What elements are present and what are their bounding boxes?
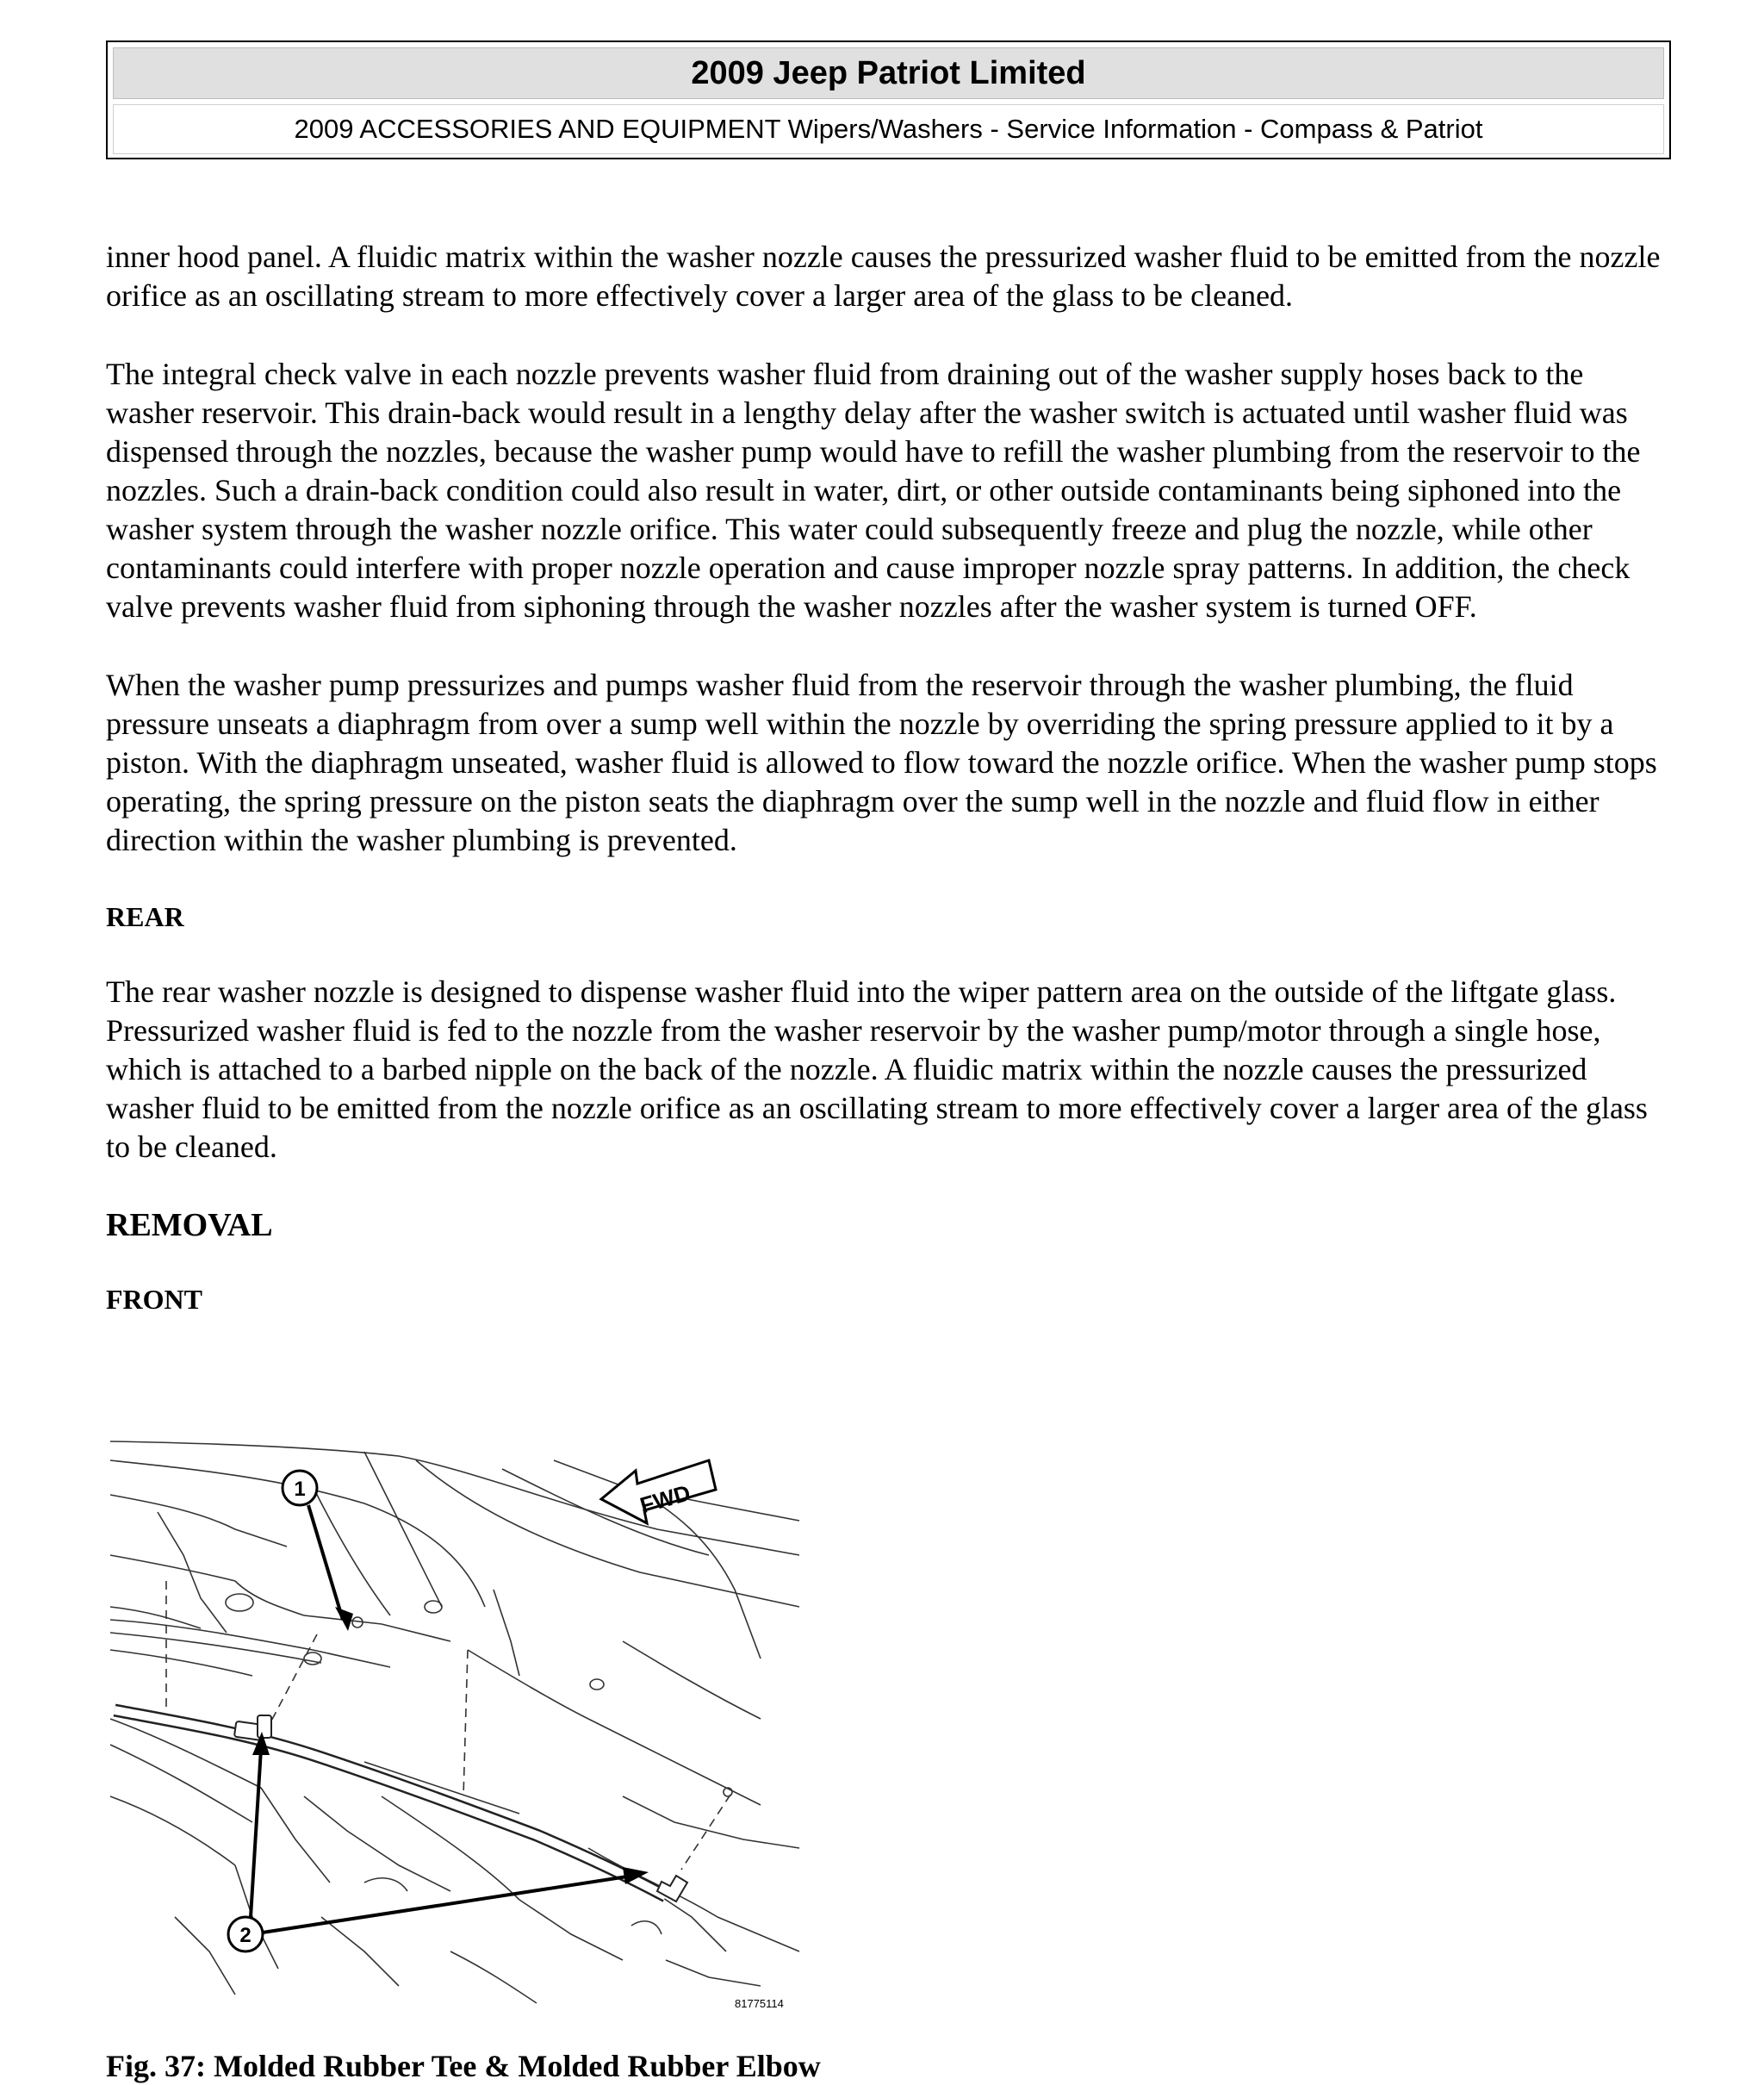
heading-removal: REMOVAL <box>106 1207 273 1243</box>
svg-text:2: 2 <box>239 1924 252 1947</box>
paragraph-pump-operation: When the washer pump pressurizes and pumps washer fluid from the reservoir through the washer plumbing, the fluid pressure unseats a diaphragm from over a sump well within the nozzle by overriding the spring pressure applied to it by a piston. With the diaphragm unseated, washer fluid is allowed to flow toward the nozzle orifice. When the washer pump stops operating, the spring pressure on the piston seats the diaphragm over the sump well in the nozzle and fluid flow in either direction within the washer plumbing is prevented. <box>106 668 1657 857</box>
paragraph-nozzle-matrix: inner hood panel. A fluidic matrix within the washer nozzle causes the pressurized washer fluid to be emitted from the nozzle orifice as an oscillating stream to more effectively cover a larger area of the glass to be cleaned. <box>106 240 1661 313</box>
callout-1 <box>283 1471 353 1631</box>
callout-2 <box>228 1732 649 1951</box>
paragraph-rear-nozzle: The rear washer nozzle is designed to dispense washer fluid into the wiper pattern area on the outside of the liftgate glass. Pressurized washer fluid is fed to the nozzle from the washer reservoir by the washer pump/motor through a single hose, which is attached to a barbed nipple on the back of the nozzle. A fluidic matrix within the nozzle causes the pressurized washer fluid to be emitted from the nozzle orifice as an oscillating stream to more effectively cover a larger area of the glass to be cleaned. <box>106 974 1648 1164</box>
main-content <box>106 238 1678 1355</box>
figure-washer-hose-diagram <box>106 1435 804 2020</box>
document-header <box>106 40 1671 159</box>
section-subtitle: 2009 ACCESSORIES AND EQUIPMENT Wipers/Washers - Service Information - Compass & Patriot <box>113 104 1664 154</box>
paragraph-check-valve: The integral check valve in each nozzle prevents washer fluid from draining out of the washer supply hoses back to the washer reservoir. This drain-back would result in a lengthy delay after the washer switch is actuated until washer fluid was dispensed through the nozzles, because the washer pump would have to refill the washer plumbing from the reservoir to the nozzles. Such a drain-back condition could also result in water, dirt, or other outside contaminants being siphoned into the washer system through the washer nozzle orifice. This water could subsequently freeze and plug the nozzle, while other contaminants could interfere with proper nozzle operation and cause improper nozzle spray patterns. In addition, the check valve prevents washer fluid from siphoning through the washer nozzles after the washer system is turned OFF. <box>106 357 1641 624</box>
fwd-label: FWD <box>637 1479 693 1519</box>
heading-rear: REAR <box>106 901 184 932</box>
figure-caption: Fig. 37: Molded Rubber Tee & Molded Rubber Elbow <box>106 2049 821 2083</box>
svg-text:1: 1 <box>294 1478 306 1501</box>
vehicle-title: 2009 Jeep Patriot Limited <box>113 47 1664 99</box>
diagram-svg <box>106 1435 804 2020</box>
heading-front: FRONT <box>106 1284 202 1315</box>
image-code: 81775114 <box>735 1997 784 2010</box>
fwd-arrow-icon <box>601 1460 716 1523</box>
